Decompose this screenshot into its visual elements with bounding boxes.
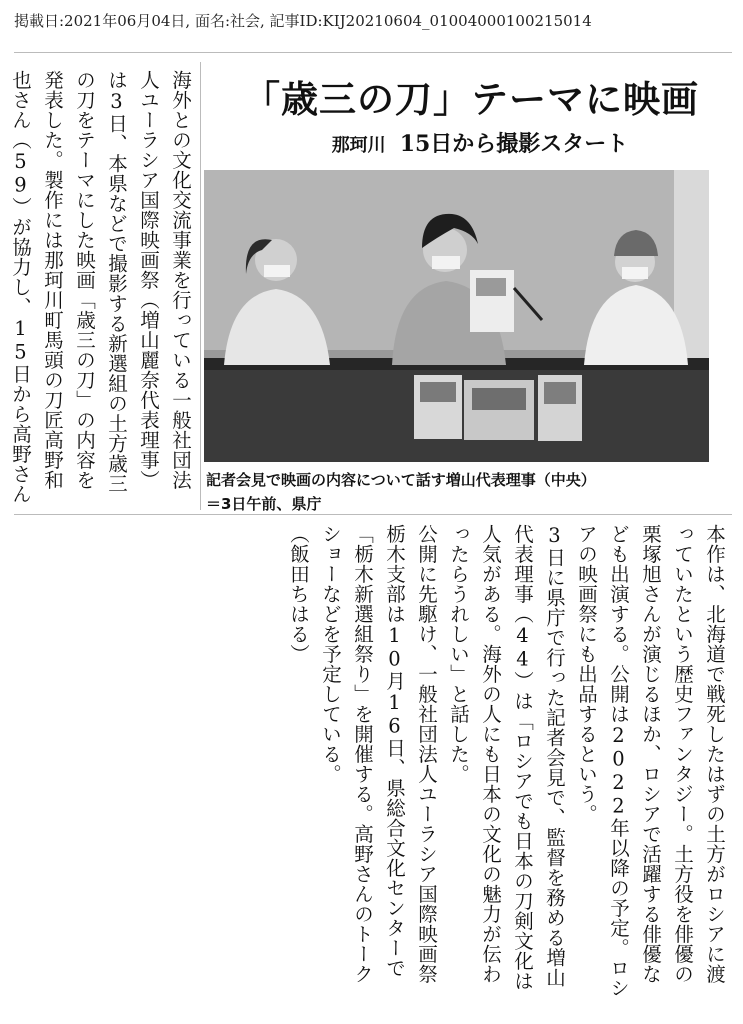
lead-column-divider <box>200 62 201 510</box>
lead-paragraph <box>9 70 196 508</box>
headline: 「歳三の刀」テーマに映画 <box>243 77 699 121</box>
publication-info: 掲載日:2021年06月04日, 面名:社会, 記事ID:KIJ20210604_01004000100215014 <box>14 12 592 30</box>
photo-caption <box>206 468 726 516</box>
subheadline-text: 15日から撮影スタート <box>399 131 629 157</box>
top-divider <box>14 52 732 53</box>
subheadline <box>250 126 710 162</box>
subheadline-place: 那珂川 <box>331 135 386 156</box>
byline: （飯田ちはる） <box>287 524 310 664</box>
body-paragraph-1: 本作は、北海道で戦死したはずの土方がロシアに渡っていたという歴史ファンタジー。土方役を俳優の栗塚旭さんが演じるほか、ロシアで活躍する俳優なども出演する。公開は2022年以降の予定。ロシアの映画祭にも出品するという。 <box>575 524 726 998</box>
photo-caption-line2: ＝3日午前、県庁 <box>206 495 322 513</box>
photo-caption-line1: 記者会見で映画の内容について話す増山代表理事（中央） <box>206 471 596 489</box>
press-conference-photo <box>204 170 709 462</box>
lead-paragraph-text: 海外との文化交流事業を行っている一般社団法人ユーラシア国際映画祭（増山麗奈代表理事）は3日、本県などで撮影する新選組の土方歳三の刀をテーマにした映画「歳三の刀」の内容を発表した。製作には那珂川町馬頭の刀匠高野和也さん（59）が協力し、15日から高野さん <box>9 70 192 504</box>
middle-divider <box>14 514 732 515</box>
article-body <box>287 524 730 1002</box>
body-paragraph-2: 3日に県庁で行った記者会見で、監督を務める増山代表理事（44）は「ロシアでも日本の刀剣文化は人気がある。海外の人にも日本の文化の魅力が伝わったらうれしい」と話した。 <box>447 524 566 991</box>
body-paragraph-3: 公開に先駆け、一般社団法人ユーラシア国際映画祭栃木支部は10月16日、県総合文化センターで「栃木新選組祭り」を開催する。高野さんのトークショーなどを予定している。 <box>319 524 438 984</box>
